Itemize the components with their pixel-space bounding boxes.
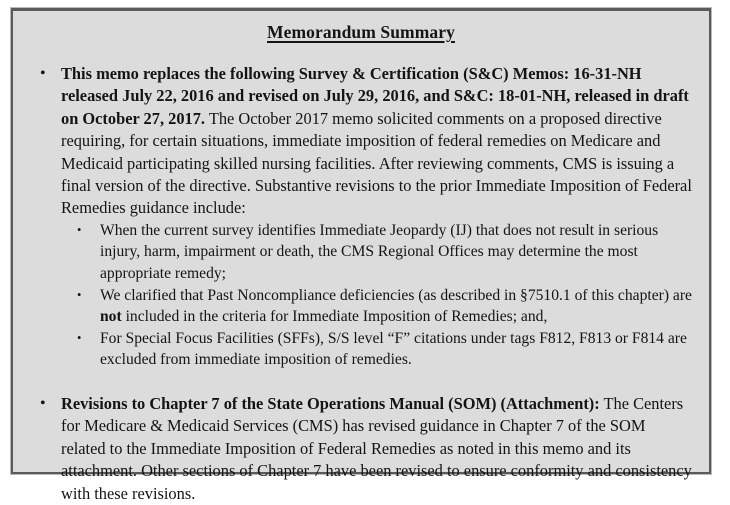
sub-bullet-2-text-before: We clarified that Past Noncompliance deficiencies (as described in §7510.1 of this chapter) are — [100, 286, 692, 304]
memo-sub-bullet-list — [61, 220, 693, 371]
memo-sub-bullet-item-1 — [69, 220, 693, 285]
bullet-2-body: The Centers for Medicare & Medicaid Services (CMS) has revised guidance in Chapter 7 of the SOM related to the Immediate Imposition of Federal Remedies as noted in this memo and its attachment. Other sections of Chapter 7 have been revised to ensure conformity and consistency with these revisions. — [61, 393, 692, 503]
sub-bullet-marker-icon: • — [77, 287, 82, 302]
sub-bullet-2-text-after: included in the criteria for Immediate Imposition of Remedies; and, — [121, 308, 548, 326]
memo-box-content — [13, 11, 709, 503]
memo-bullet-list — [29, 63, 693, 505]
sub-bullet-marker-icon: • — [77, 330, 82, 345]
sub-bullet-1-text: When the current survey identifies Immediate Jeopardy (IJ) that does not result in serious injury, harm, impairment or death, the CMS Regional Offices may determine the most appropriate remedy; — [100, 221, 659, 282]
sub-bullet-3-text: For Special Focus Facilities (SFFs), S/S level “F” citations under tags F812, F813 or F814 are excluded from immediate imposition of remedies. — [100, 329, 687, 369]
sub-bullet-marker-icon: • — [77, 222, 82, 237]
bullet-2-paragraph — [61, 394, 692, 503]
bullet-1-body: The October 2017 memo solicited comments on a proposed directive requiring, for certain situations, immediate imposition of federal remedies on Medicare and Medicaid participating skilled nursing facilities. After reviewing comments, CMS is issuing a final version of the directive. Substantive revisions to the prior Immediate Imposition of Federal Remedies guidance include: — [61, 108, 692, 218]
memo-bullet-item-2 — [29, 393, 693, 505]
memo-sub-bullet-item-3 — [69, 328, 693, 371]
bullet-2-bold-lead: Revisions to Chapter 7 of the State Operations Manual (SOM) (Attachment): — [61, 393, 600, 413]
page-title — [29, 22, 693, 44]
sub-bullet-2-emphasis: not — [100, 308, 122, 326]
bullet-1-paragraph — [61, 64, 692, 217]
memo-bullet-item-1 — [29, 63, 693, 371]
page-title-text: Memorandum Summary — [267, 22, 455, 42]
bullet-marker-icon: • — [40, 394, 46, 412]
memorandum-summary-box — [11, 8, 711, 503]
memo-sub-bullet-item-2 — [69, 285, 693, 328]
bullet-1-bold-lead: This memo replaces the following Survey & Certification (S&C) Memos: 16-31-NH released July 22, 2016 and revised on July 29, 2016, and S&C: 18-01-NH, released in draft on October 27, 2017. — [61, 63, 689, 128]
bullet-marker-icon: • — [40, 64, 46, 82]
